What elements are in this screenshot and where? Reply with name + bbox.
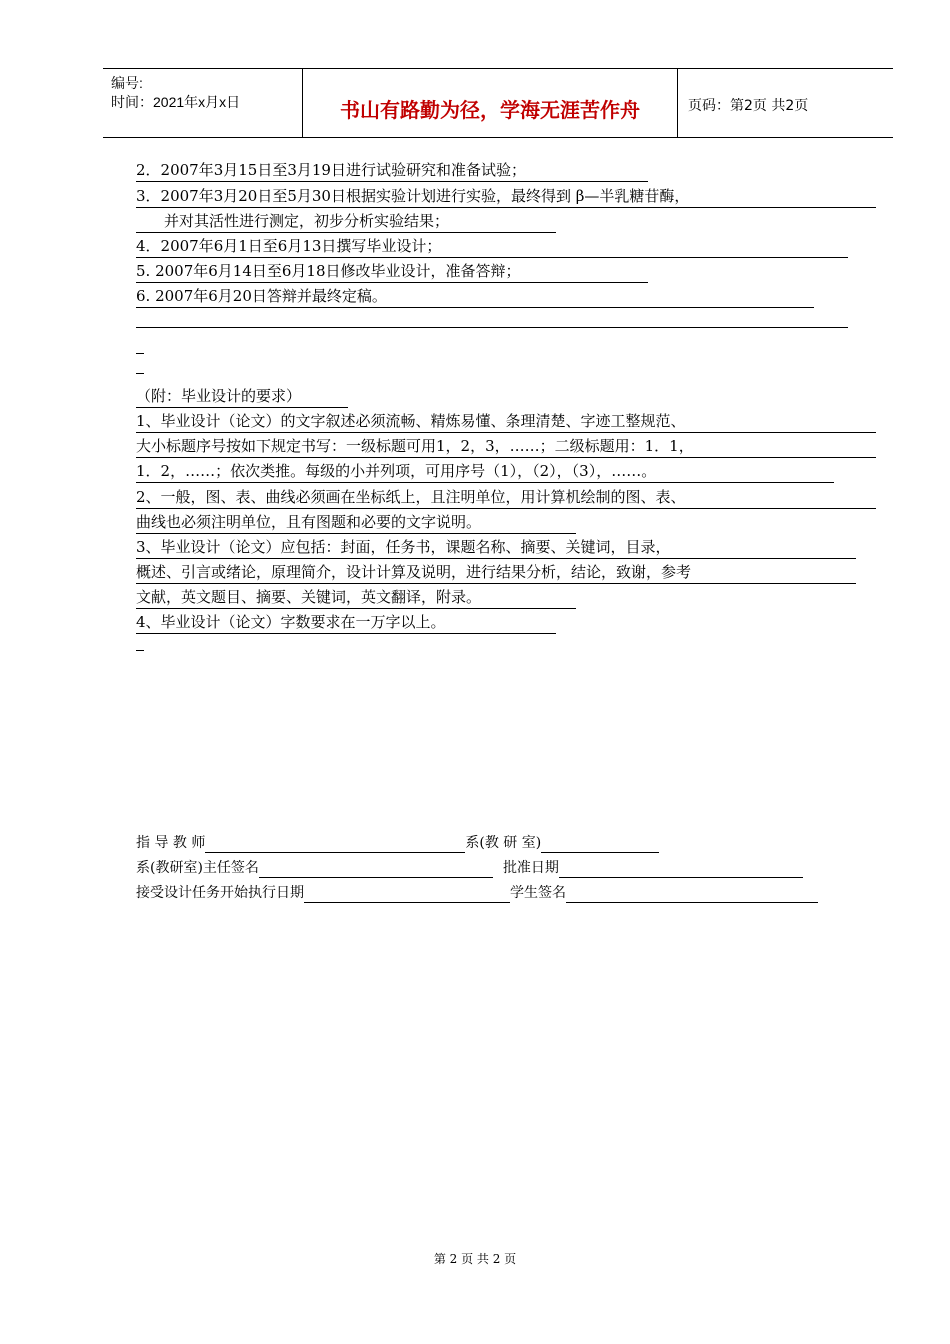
blank-mark [136, 650, 144, 651]
start-date-field[interactable] [304, 886, 510, 903]
page-footer: 第 2 页 共 2 页 [433, 1252, 517, 1266]
schedule-item-4: 4．2007年6月1日至6月13日撰写毕业设计； [136, 236, 848, 258]
director-sign-label: 系(教研室)主任签名 [136, 860, 259, 876]
student-sign-field[interactable] [566, 886, 818, 903]
director-sign-field[interactable] [259, 861, 493, 878]
serial-label: 编号: [111, 75, 143, 91]
signature-row-2 [136, 858, 803, 878]
advisor-label: 指 导 教 师 [136, 835, 206, 851]
blank-mark [136, 353, 144, 354]
start-date-label: 接受设计任务开始执行日期 [136, 885, 304, 901]
page-code: 页码：第2页 共2页 [688, 98, 809, 114]
signature-row-1 [136, 833, 659, 853]
approval-date-label: 批准日期 [502, 860, 559, 876]
approval-date-field[interactable] [559, 861, 803, 878]
department-field[interactable] [541, 836, 659, 853]
blank-mark [136, 373, 144, 374]
requirement-line: 曲线也必须注明单位，且有图题和必要的文字说明。 [136, 512, 576, 534]
requirement-line: 概述、引言或绪论，原理简介，设计计算及说明，进行结果分析，结论，致谢，参考 [136, 562, 856, 584]
requirement-line: 2、一般，图、表、曲线必须画在坐标纸上，且注明单位，用计算机绘制的图、表、 [136, 487, 876, 509]
schedule-item-3: 3．2007年3月20日至5月30日根据实验计划进行实验，最终得到 β—半乳糖苷酶， [136, 186, 876, 208]
page-header [103, 68, 893, 138]
header-motto: 书山有路勤为径，学海无涯苦作舟 [303, 69, 678, 137]
requirement-line: 文献，英文题目、摘要、关键词，英文翻译，附录。 [136, 587, 576, 609]
advisor-field[interactable] [205, 836, 465, 853]
signature-row-3 [136, 883, 818, 903]
header-meta [103, 69, 303, 137]
requirement-line: 1、毕业设计（论文）的文字叙述必须流畅、精炼易懂、条理清楚、字迹工整规范、 [136, 411, 876, 433]
requirement-line: 4、毕业设计（论文）字数要求在一万字以上。 [136, 612, 556, 634]
blank-line [136, 327, 848, 328]
schedule-item-3-cont: 并对其活性进行测定，初步分析实验结果； [136, 211, 556, 233]
requirement-line: 3、毕业设计（论文）应包括：封面，任务书，课题名称、摘要、关键词，目录， [136, 537, 856, 559]
requirements-title: （附：毕业设计的要求） [136, 386, 348, 408]
requirement-line: 大小标题序号按如下规定书写：一级标题可用1，2，3，……；二级标题用：1．1， [136, 436, 876, 458]
department-label: 系(教 研 室) [465, 835, 542, 851]
schedule-item-5: 5. 2007年6月14日至6月18日修改毕业设计，准备答辩； [136, 261, 648, 283]
schedule-item-2: 2．2007年3月15日至3月19日进行试验研究和准备试验； [136, 160, 648, 182]
time-label: 时间：2021年x月x日 [111, 94, 241, 110]
requirement-line: 1．2，……；依次类推。每级的小并列项，可用序号（1），（2），（3），……。 [136, 461, 834, 483]
schedule-item-6: 6. 2007年6月20日答辩并最终定稿。 [136, 286, 814, 308]
student-sign-label: 学生签名 [510, 885, 566, 901]
